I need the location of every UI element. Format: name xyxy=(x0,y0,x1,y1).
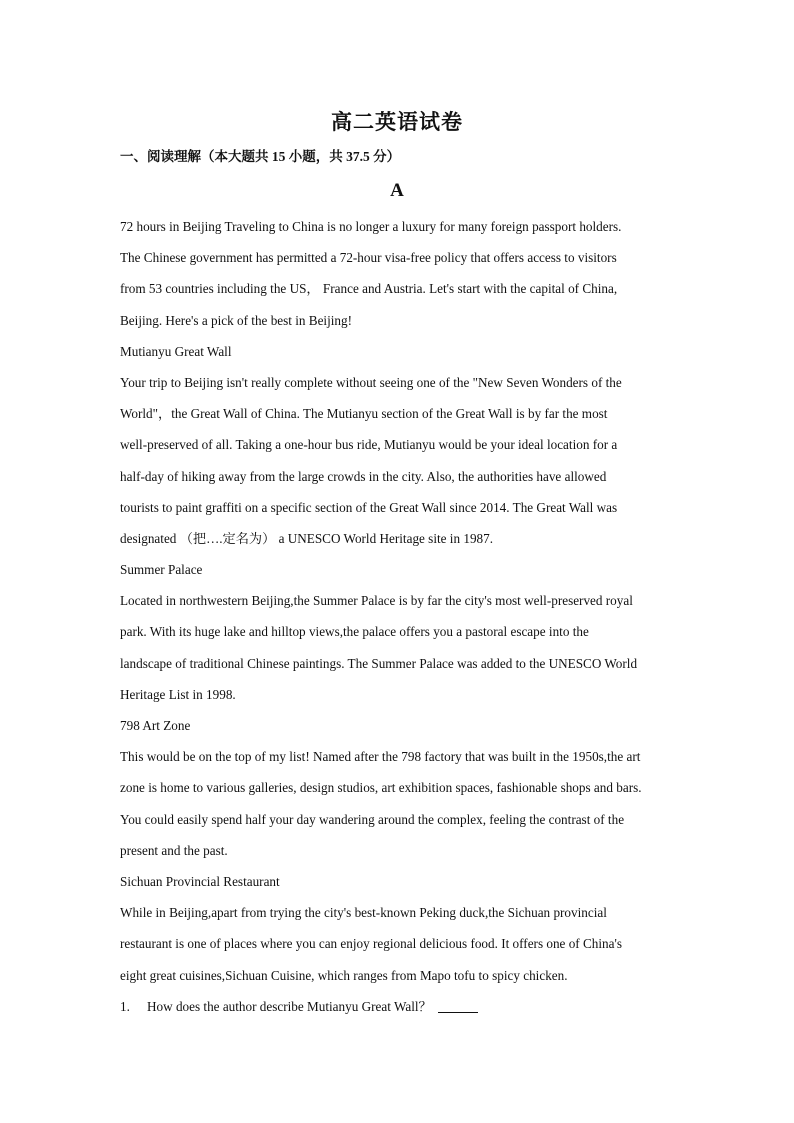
passage-line: While in Beijing,apart from trying the city's best-known Peking duck,the Sichuan provincial xyxy=(120,905,607,921)
exam-title: 高二英语试卷 xyxy=(331,110,463,134)
passage-line: This would be on the top of my list! Named after the 798 factory that was built in the 1950s,the art xyxy=(120,749,641,765)
passage-line: World"，the Great Wall of China. The Mutianyu section of the Great Wall is by far the most xyxy=(120,406,608,422)
passage-line: half-day of hiking away from the large crowds in the city. Also, the authorities have allowed xyxy=(120,468,607,484)
passage-letter: A xyxy=(390,180,404,201)
passage-line: eight great cuisines,Sichuan Cuisine, which ranges from Mapo tofu to spicy chicken. xyxy=(120,967,568,983)
answer-blank[interactable] xyxy=(438,998,478,1013)
passage-line: park. With its huge lake and hilltop views,the palace offers you a pastoral escape into the xyxy=(120,624,589,640)
passage-line: Mutianyu Great Wall xyxy=(120,343,232,359)
passage-line: You could easily spend half your day wandering around the complex, feeling the contrast of the xyxy=(120,811,625,827)
passage-line: landscape of traditional Chinese paintings. The Summer Palace was added to the UNESCO World xyxy=(120,655,638,671)
passage-line: tourists to paint graffiti on a specific section of the Great Wall since 2014. The Great Wall was xyxy=(120,499,618,515)
question-1 xyxy=(120,996,478,1015)
passage-line: well-preserved of all. Taking a one-hour bus ride, Mutianyu would be your ideal location for a xyxy=(120,437,618,453)
passage-line: present and the past. xyxy=(120,842,228,858)
section-heading: 一、阅读理解（本大题共 15 小题，共 37.5 分） xyxy=(120,149,401,164)
passage-line: designated （把….定名为） a UNESCO World Heritage site in 1987. xyxy=(120,530,494,546)
question-text: How does the author describe Mutianyu Great Wall？ xyxy=(147,999,432,1014)
passage-line: Heritage List in 1998. xyxy=(120,686,236,702)
passage-line: Beijing. Here's a pick of the best in Beijing! xyxy=(120,312,353,328)
passage-line: restaurant is one of places where you can enjoy regional delicious food. It offers one of China's xyxy=(120,936,623,952)
passage-line: The Chinese government has permitted a 72-hour visa-free policy that offers access to visitors xyxy=(120,250,617,266)
passage-line: Located in northwestern Beijing,the Summer Palace is by far the city's most well-preserved royal xyxy=(120,593,633,609)
question-number: 1. xyxy=(120,999,130,1014)
passage-line: Sichuan Provincial Restaurant xyxy=(120,873,280,889)
passage-text xyxy=(120,216,680,996)
passage-line: zone is home to various galleries, design studios, art exhibition spaces, fashionable shops and bars. xyxy=(120,780,642,796)
passage-line: 72 hours in Beijing Traveling to China is no longer a luxury for many foreign passport holders. xyxy=(120,219,622,234)
passage-line: 798 Art Zone xyxy=(120,718,191,733)
passage-line: Summer Palace xyxy=(120,562,203,578)
passage-line: Your trip to Beijing isn't really complete without seeing one of the "New Seven Wonders of the xyxy=(120,374,622,390)
passage-line: from 53 countries including the US， France and Austria. Let's start with the capital of China, xyxy=(120,281,618,297)
